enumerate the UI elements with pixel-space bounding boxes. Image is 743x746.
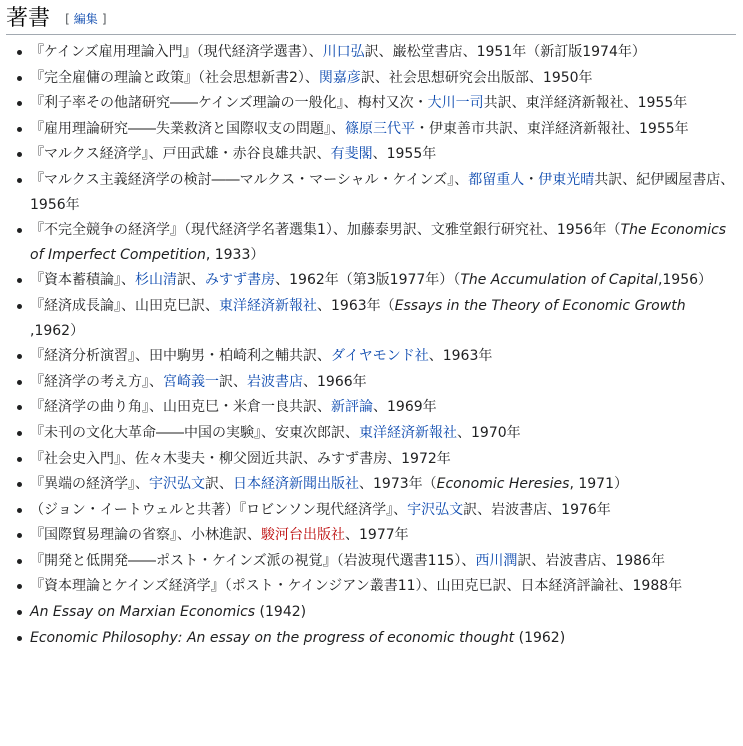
work-text: 『不完全競争の経済学』（現代経済学名著選集1）、加藤泰男訳、文雅堂銀行研究社、1956年（	[30, 222, 621, 239]
work-text: 、1955年	[372, 146, 437, 163]
work-title-italic: An Essay on Marxian Economics	[30, 604, 256, 621]
works-list-item	[16, 91, 740, 116]
work-text: , 1971）	[569, 476, 628, 493]
wiki-link[interactable]: 大川一司	[427, 95, 484, 112]
work-text: 『異端の経済学』、	[30, 476, 149, 493]
wiki-link[interactable]: 有斐閣	[330, 146, 373, 163]
wiki-link[interactable]: 岩波書店	[247, 373, 303, 390]
work-text: ,1962）	[30, 322, 85, 339]
edit-bracket-open: [	[65, 12, 70, 26]
work-title-italic: Essays in the Theory of Economic Growth	[394, 297, 686, 314]
works-list-item	[16, 168, 740, 217]
wiki-link[interactable]: 東洋経済新報社	[359, 424, 457, 441]
wiki-link[interactable]: 伊東光晴	[538, 171, 595, 188]
works-list-item	[16, 218, 740, 267]
wiki-link[interactable]: 東洋経済新報社	[219, 297, 317, 314]
work-text: 共訳、東洋経済新報社、1955年	[483, 95, 688, 112]
wiki-link[interactable]: 西川潤	[475, 552, 518, 569]
work-text: 『マルクス経済学』、戸田武雄・赤谷良雄共訳、	[30, 146, 331, 163]
work-text: 『ケインズ雇用理論入門』（現代経済学選書）、	[30, 44, 323, 60]
work-text: 『未刊の文化大革命――中国の実験』、安東次郎訳、	[30, 424, 359, 441]
work-title-italic: The Economics of Imperfect Competition	[30, 222, 727, 263]
works-list-item	[16, 395, 740, 420]
work-text: 『利子率その他諸研究――ケインズ理論の一般化』、梅村又次・	[30, 95, 428, 112]
works-list-item	[16, 472, 740, 497]
work-text: 、1977年	[345, 527, 409, 544]
work-title-italic: Economic Heresies	[436, 476, 570, 493]
wiki-link[interactable]: ダイヤモンド社	[331, 348, 429, 365]
works-list-item	[16, 294, 740, 343]
work-text: 『資本蓄積論』、	[30, 272, 135, 289]
work-text: ・	[524, 171, 539, 188]
edit-link[interactable]: 編集	[73, 12, 98, 26]
work-text: 『資本理論とケインズ経済学』（ポスト・ケインジアン叢書11）、山田克巳訳、日本経済評論社、1988年	[30, 578, 683, 595]
work-title-italic: Economic Philosophy: An essay on the progress of economic thought	[30, 629, 515, 646]
edit-bracket-close: ]	[101, 12, 107, 26]
work-text: 『完全雇傭の理論と政策』（社会思想新書2）、	[30, 69, 319, 86]
wiki-link[interactable]: 関嘉彦	[318, 69, 361, 86]
wiki-link[interactable]: 日本経済新聞出版社	[233, 476, 359, 493]
work-text: （ジョン・イートウェルと共著）『ロビンソン現代経済学』、	[30, 501, 408, 518]
work-text: (1962)	[514, 629, 566, 646]
work-text: 、1963年（	[317, 297, 395, 314]
wiki-link[interactable]: 宇沢弘文	[149, 476, 205, 493]
work-text: 『マルクス主義経済学の検討――マルクス・マーシャル・ケインズ』、	[30, 171, 469, 188]
work-text: 『国際貿易理論の省察』、小林進訳、	[30, 527, 261, 544]
section-title: 著書	[6, 6, 51, 31]
wiki-link[interactable]: 川口弘	[322, 44, 365, 60]
wiki-link[interactable]: 都留重人	[468, 171, 525, 188]
works-list-item	[16, 600, 740, 625]
work-text: 訳、	[219, 373, 247, 390]
work-text: 『経済学の曲り角』、山田克巳・米倉一良共訳、	[30, 399, 331, 416]
work-text: ・伊東善市共訳、東洋経済新報社、1955年	[415, 120, 689, 137]
works-list-item	[16, 268, 740, 293]
work-text: 、1966年	[303, 373, 367, 390]
works-list-item	[16, 523, 740, 548]
work-text: 訳、	[177, 272, 205, 289]
work-text: 訳、	[205, 476, 233, 493]
wiki-link[interactable]: 宇沢弘文	[407, 501, 464, 518]
work-text: (1942)	[255, 604, 307, 621]
works-list	[16, 40, 740, 651]
work-text: 、1970年	[457, 424, 521, 441]
work-text: ,1956）	[657, 272, 713, 289]
works-list-item	[16, 626, 740, 651]
works-list-item	[16, 498, 740, 523]
works-list-item	[16, 66, 740, 91]
works-list-item	[16, 344, 740, 369]
edit-section	[65, 4, 106, 34]
work-text: 訳、巌松堂書店、1951年（新訂版1974年）	[364, 44, 646, 60]
wiki-link[interactable]: 宮崎義一	[163, 373, 219, 390]
wiki-link[interactable]: 杉山清	[135, 272, 177, 289]
works-list-item	[16, 549, 740, 574]
work-text: 『開発と低開発――ポスト・ケインズ派の視覚』（岩波現代選書115）、	[30, 552, 476, 569]
work-text: 訳、岩波書店、1976年	[463, 501, 611, 518]
works-list-item	[16, 40, 740, 65]
wiki-link[interactable]: 新評論	[331, 399, 373, 416]
work-text: 共訳、紀伊國屋書店、1956年	[30, 171, 735, 213]
work-text: 『経済学の考え方』、	[30, 373, 163, 390]
red-wiki-link[interactable]: 駿河台出版社	[261, 527, 345, 544]
work-title-italic: The Accumulation of Capital	[460, 272, 658, 289]
works-list-item	[16, 574, 740, 599]
work-text: , 1933）	[205, 246, 265, 263]
work-text: 、1969年	[373, 399, 437, 416]
work-text: 訳、岩波書店、1986年	[517, 552, 665, 569]
wiki-link[interactable]: 篠原三代平	[345, 120, 415, 137]
work-text: 『経済成長論』、山田克巳訳、	[30, 297, 219, 314]
wiki-link[interactable]: みすず書房	[205, 272, 276, 289]
works-list-item	[16, 370, 740, 395]
work-text: 訳、社会思想研究会出版部、1950年	[360, 69, 593, 86]
works-list-item	[16, 421, 740, 446]
work-text: 『雇用理論研究――失業救済と国際収支の問題』、	[30, 120, 345, 137]
section-header	[6, 4, 736, 35]
work-text: 、1962年（第3版1977年）（	[275, 272, 461, 289]
works-list-item	[16, 447, 740, 472]
works-list-item	[16, 142, 740, 167]
work-text: 『経済分析演習』、田中駒男・柏崎利之輔共訳、	[30, 348, 331, 365]
work-text: 、1963年	[428, 348, 493, 365]
works-list-item	[16, 117, 740, 142]
work-text: 『社会史入門』、佐々木斐夫・柳父圀近共訳、みすず書房、1972年	[30, 450, 451, 467]
work-text: 、1973年（	[359, 476, 437, 493]
